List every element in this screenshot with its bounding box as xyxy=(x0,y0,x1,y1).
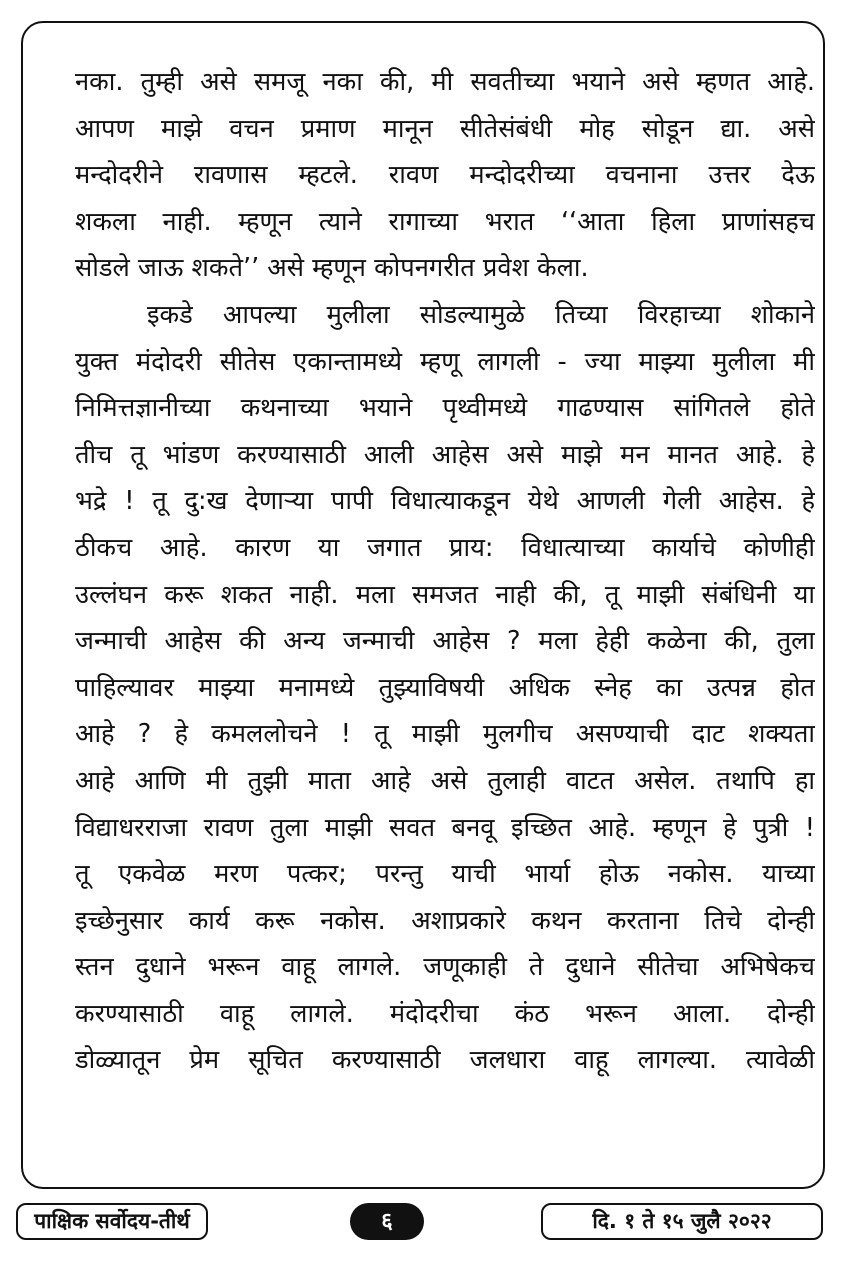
page-number-badge: ६ xyxy=(350,1203,424,1240)
text-line: पाहिल्यावर माझ्या मनामध्ये तुझ्याविषयी अधिक स्नेह का उत्पन्न होत xyxy=(75,672,815,703)
text-line: सोडले जाऊ शकते’’ असे म्हणून कोपनगरीत प्रवेश केला. xyxy=(75,253,589,284)
text-line: स्तन दुधाने भरून वाहू लागले. जणूकाही ते दुधाने सीतेचा अभिषेकच xyxy=(75,952,815,983)
body-text xyxy=(75,59,815,1084)
text-line: युक्त मंदोदरी सीतेस एकान्तामध्ये म्हणू लागली - ज्या माझ्या मुलीला मी xyxy=(75,346,815,377)
text-line: निमित्तज्ञानीच्या कथनाच्या भयाने पृथ्वीमध्ये गाढण्यास सांगितले होते xyxy=(75,393,815,424)
text-line: डोळ्यातून प्रेम सूचित करण्यासाठी जलधारा वाहू लागल्या. त्यावेळी xyxy=(75,1045,815,1076)
text-line: तीच तू भांडण करण्यासाठी आली आहेस असे माझे मन मानत आहे. हे xyxy=(75,439,815,470)
text-frame xyxy=(21,21,825,1189)
text-line: आपण माझे वचन प्रमाण मानून सीतेसंबंधी मोह सोडून द्या. असे xyxy=(75,113,815,144)
text-line: भद्रे ! तू दु:ख देणाऱ्या पापी विधात्याकडून येथे आणली गेली आहेस. हे xyxy=(75,486,815,517)
text-line: विद्याधरराजा रावण तुला माझी सवत बनवू इच्छित आहे. म्हणून हे पुत्री ! xyxy=(75,812,815,843)
publication-name: पाक्षिक सर्वोदय-तीर्थ xyxy=(16,1203,208,1240)
issue-date: दि. १ ते १५ जुलै २०२२ xyxy=(541,1203,823,1240)
text-line: ठीकच आहे. कारण या जगात प्राय: विधात्याच्या कार्याचे कोणीही xyxy=(75,532,815,563)
text-line: इच्छेनुसार कार्य करू नकोस. अशाप्रकारे कथन करताना तिचे दोन्ही xyxy=(75,905,815,936)
text-line: मन्दोदरीने रावणास म्हटले. रावण मन्दोदरीच्या वचनाना उत्तर देऊ xyxy=(75,160,815,191)
text-line: नका. तुम्ही असे समजू नका की, मी सवतीच्या भयाने असे म्हणत आहे. xyxy=(75,67,815,97)
text-line: शकला नाही. म्हणून त्याने रागाच्या भरात ‘‘आता हिला प्राणांसहच xyxy=(75,206,815,237)
text-line: करण्यासाठी वाहू लागले. मंदोदरीचा कंठ भरून आला. दोन्ही xyxy=(75,998,815,1029)
text-line-paragraph-start: इकडे आपल्या मुलीला सोडल्यामुळे तिच्या विरहाच्या शोकाने xyxy=(147,299,815,330)
text-line: जन्माची आहेस की अन्य जन्माची आहेस ? मला हेही कळेना की, तुला xyxy=(75,626,815,657)
text-line: तू एकवेळ मरण पत्कर; परन्तु याची भार्या होऊ नकोस. याच्या xyxy=(75,859,815,890)
text-line: आहे ? हे कमललोचने ! तू माझी मुलगीच असण्याची दाट शक्यता xyxy=(75,719,815,750)
text-line: उल्लंघन करू शकत नाही. मला समजत नाही की, तू माझी संबंधिनी या xyxy=(75,579,815,610)
text-line: आहे आणि मी तुझी माता आहे असे तुलाही वाटत असेल. तथापि हा xyxy=(75,765,815,796)
